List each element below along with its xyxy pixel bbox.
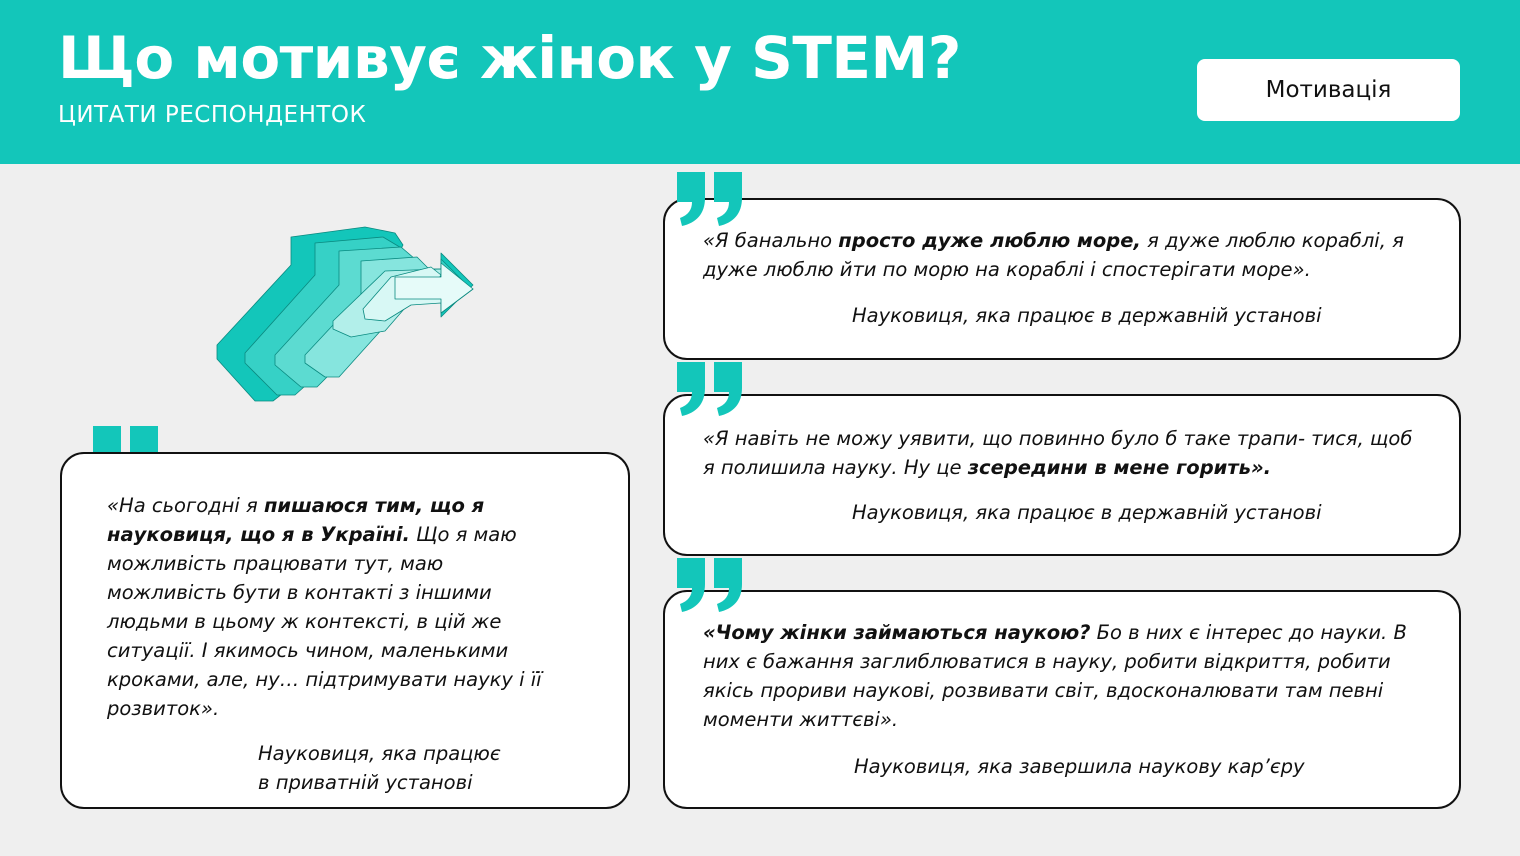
- quote-text-3: [703, 424, 1423, 482]
- arrow-illustration: [215, 225, 477, 405]
- quote-mark-icon: [674, 170, 744, 228]
- quote-card-2: [663, 198, 1461, 360]
- quote-card-1: [60, 452, 630, 809]
- quote-author-1: [258, 739, 501, 797]
- page-title: Що мотивує жінок у STEM?: [58, 24, 961, 92]
- header-banner: [0, 0, 1520, 164]
- quote-text-segment: я дуже люблю кораблі, я дуже люблю йти по морю на кораблі і спостерігати море».: [703, 229, 1404, 281]
- quote-author-3: Науковиця, яка працює в державній установі: [852, 501, 1322, 524]
- page-subtitle: ЦИТАТИ РЕСПОНДЕНТОК: [58, 102, 367, 128]
- quote-author-line: в приватній установі: [258, 771, 473, 794]
- category-badge: Мотивація: [1197, 59, 1460, 121]
- quote-text-segment: Що я маю можливість працювати тут, маю можливість бути в контакті з іншими людьми в цьому ж контексті, в цій же ситуації. І якимось чином, маленькими кроками, але, ну… підтримувати науку і її розвиток».: [107, 523, 542, 720]
- quote-mark-icon: [674, 556, 744, 614]
- quote-text-2: [703, 226, 1433, 284]
- quote-mark-icon: [674, 360, 744, 418]
- quote-text-emphasis: «Чому жінки займаються наукою?: [703, 621, 1091, 644]
- quote-author-2: Науковиця, яка працює в державній установі: [852, 304, 1322, 327]
- quote-text-1: [107, 491, 547, 723]
- quote-text-4: [703, 618, 1433, 734]
- quote-text-segment: Бо в них є інтерес до науки. В них є бажання заглиблюватися в науку, робити відкриття, робити якісь прориви наукові, розвивати світ, вдосконалювати там певні моменти життєві».: [703, 621, 1407, 731]
- quote-author-4: Науковиця, яка завершила наукову кар’єру: [854, 755, 1305, 778]
- quote-text-segment: «Я банально: [703, 229, 839, 252]
- quote-text-emphasis: пишаюся тим, що я науковиця, що я в Україні.: [107, 494, 485, 546]
- quote-card-3: [663, 394, 1461, 556]
- quote-text-emphasis: просто дуже люблю море,: [838, 229, 1141, 252]
- quote-text-segment: «Я навіть не можу уявити, що повинно було б таке трапи- тися, щоб я полишила науку. Ну це: [703, 427, 1413, 479]
- quote-text-emphasis: зсередини в мене горить».: [967, 456, 1272, 479]
- quote-card-4: [663, 590, 1461, 809]
- quote-text-segment: «На сьогодні я: [107, 494, 264, 517]
- quote-author-line: Науковиця, яка працює: [258, 742, 501, 765]
